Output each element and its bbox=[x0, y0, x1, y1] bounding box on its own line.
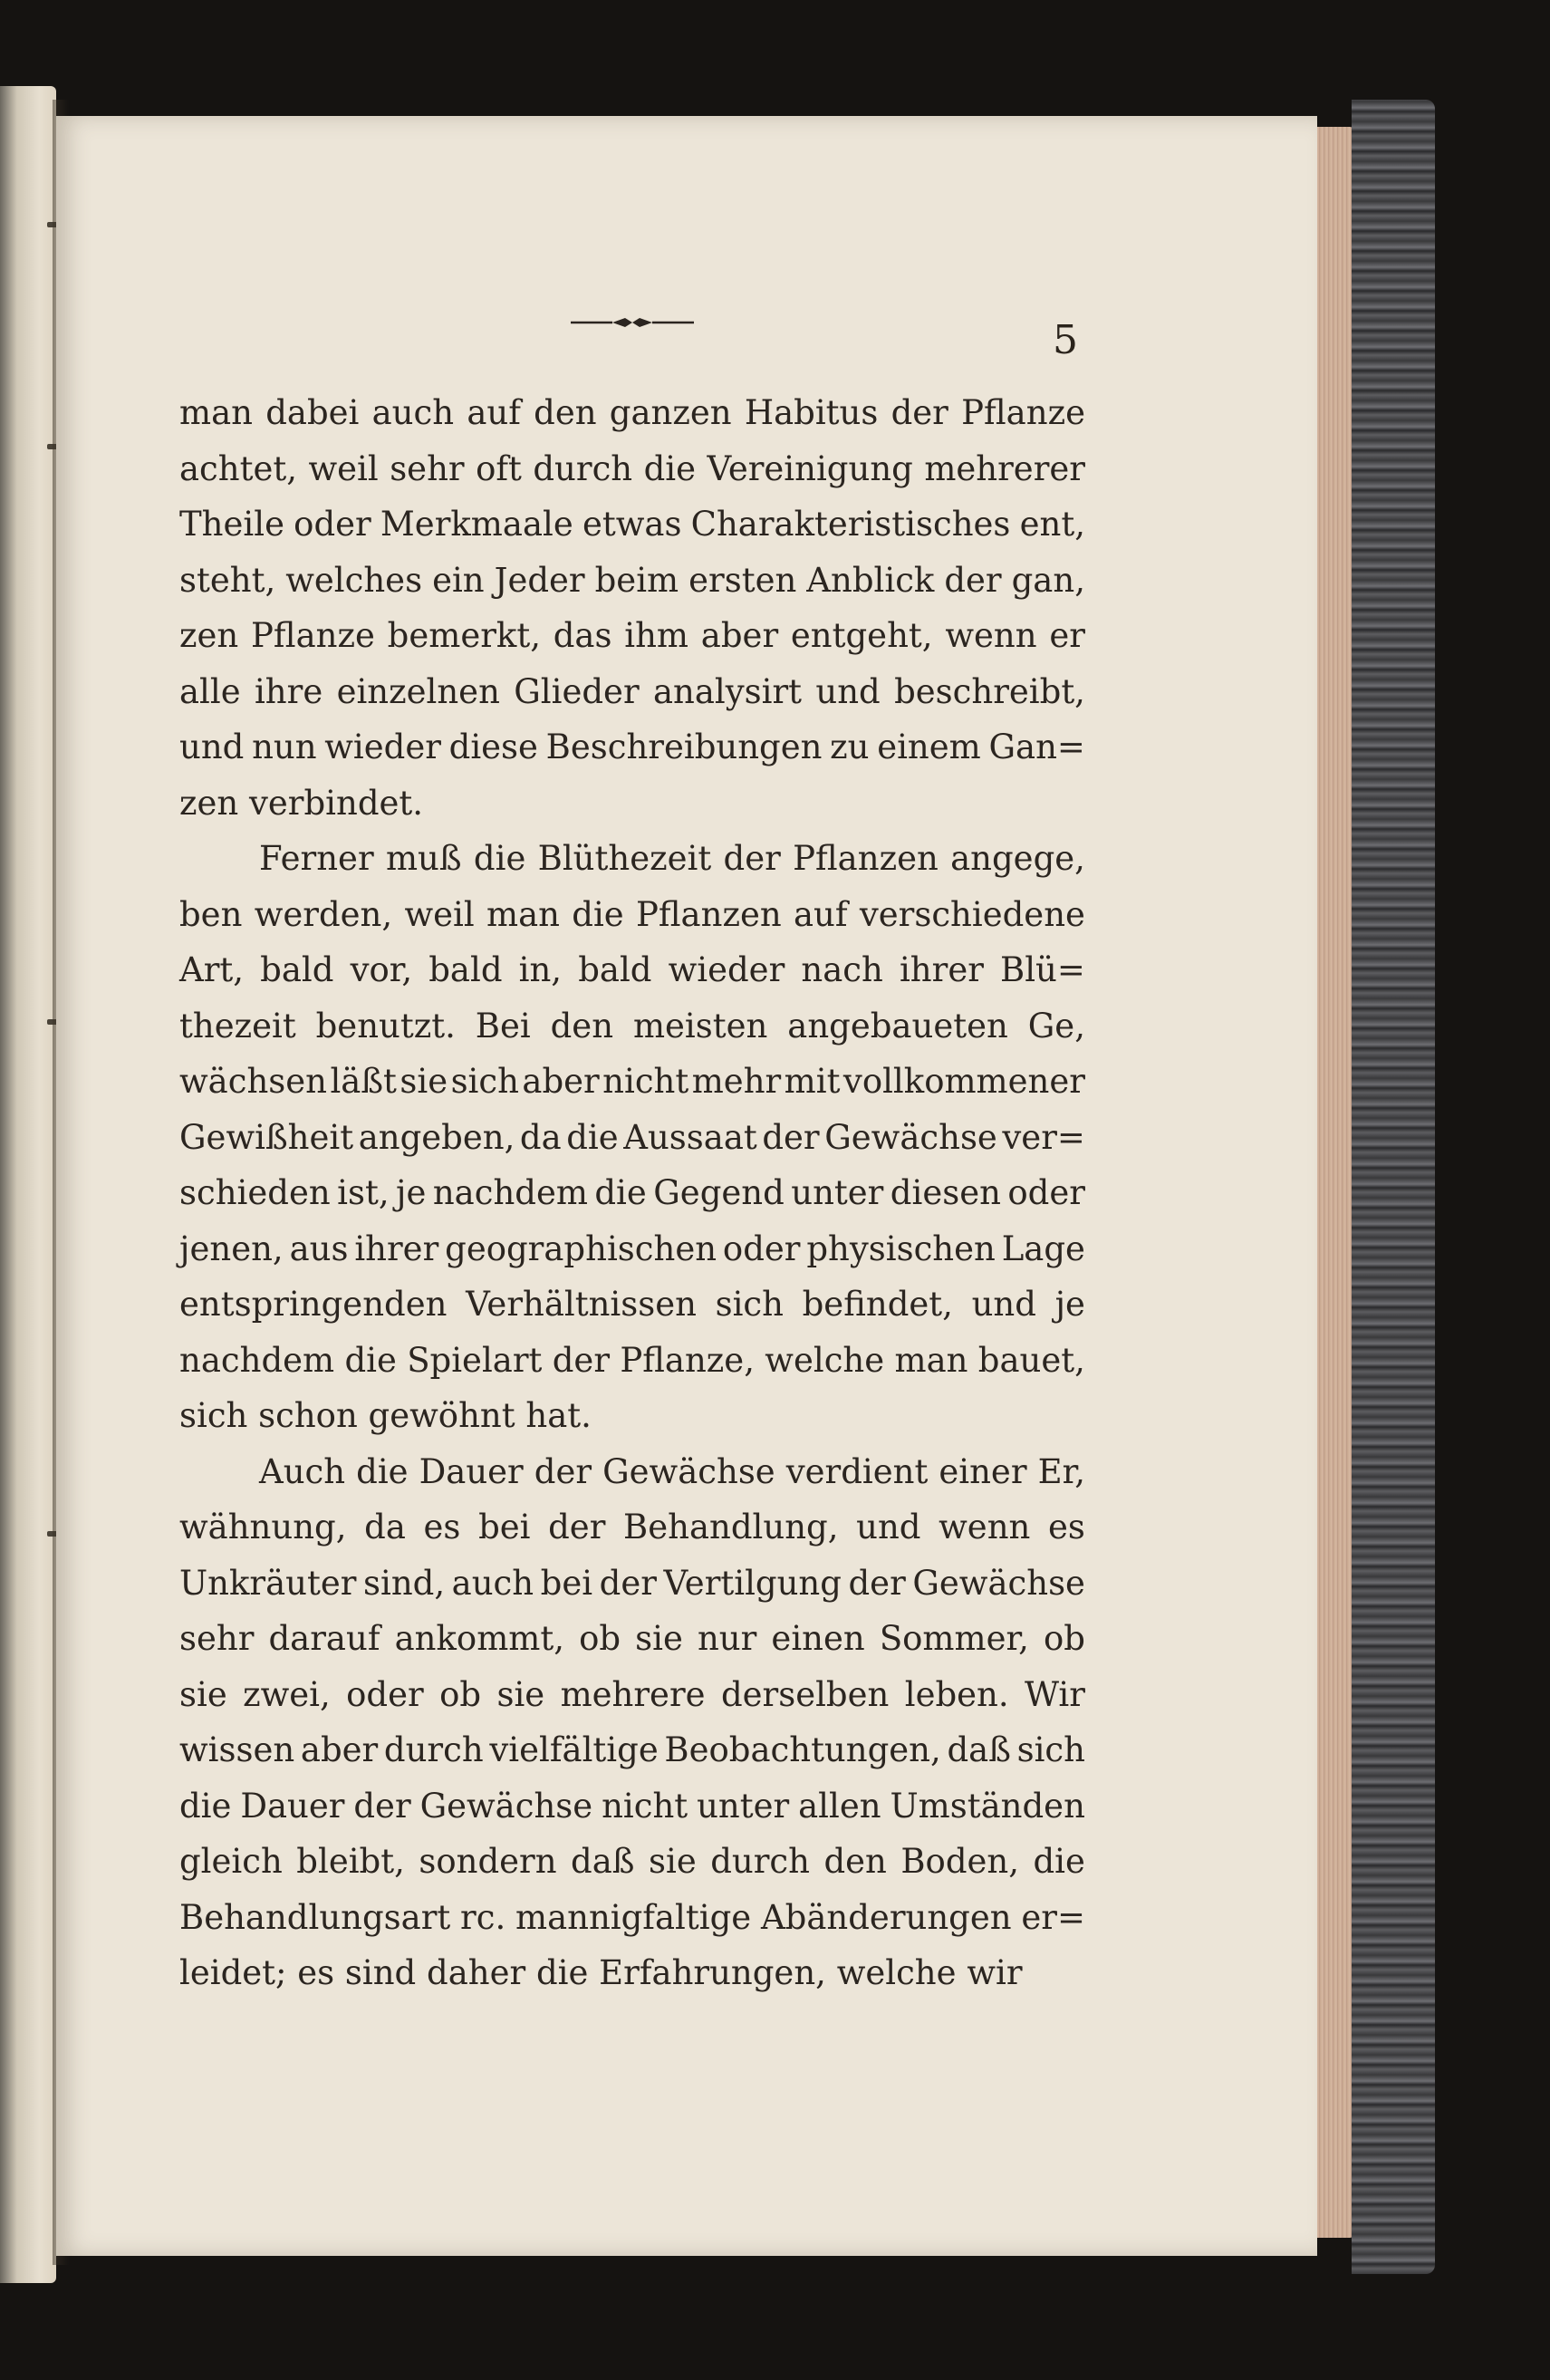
text-line: sie zwei, oder ob sie mehrere derselben leben. Wir bbox=[179, 1674, 1085, 1714]
text-line: schieden ist, je nachdem die Gegend unter diesen oder bbox=[179, 1173, 1085, 1212]
text-line: zen Pflanze bemerkt, das ihm aber entgeht, wenn er bbox=[179, 616, 1085, 655]
text-line: steht, welches ein Jeder beim ersten Anblick der gan, bbox=[179, 560, 1085, 600]
text-line: und nun wieder diese Beschreibungen zu einem Gan= bbox=[179, 727, 1085, 766]
rule-ornament-icon bbox=[569, 313, 696, 332]
page-number: 5 bbox=[1053, 317, 1078, 363]
text-line: Ferner muß die Blüthezeit der Pflanzen angege, bbox=[259, 839, 1085, 878]
left-page-edge bbox=[0, 86, 56, 2283]
text-line: entspringenden Verhältnissen sich befindet, und je bbox=[179, 1285, 1085, 1324]
text-line: nachdem die Spielart der Pflanze, welche man bauet, bbox=[179, 1340, 1085, 1380]
text-line: man dabei auch auf den ganzen Habitus der Pflanze bbox=[179, 393, 1085, 432]
text-line: Gewißheit angeben, da die Aussaat der Gewächse ver= bbox=[179, 1117, 1085, 1157]
text-line: Behandlungsart rc. mannigfaltige Abänderungen er= bbox=[179, 1897, 1085, 1937]
text-line: Unkräuter sind, auch bei der Vertilgung der Gewächse bbox=[179, 1563, 1085, 1603]
text-line: ben werden, weil man die Pflanzen auf verschiedene bbox=[179, 894, 1085, 934]
text-line: leidet; es sind daher die Erfahrungen, welche wir bbox=[179, 1953, 1023, 1992]
text-line: die Dauer der Gewächse nicht unter allen Umständen bbox=[179, 1786, 1085, 1826]
text-line: jenen, aus ihrer geographischen oder physischen Lage bbox=[179, 1229, 1085, 1268]
text-line: Art, bald vor, bald in, bald wieder nach ihrer Blü= bbox=[179, 950, 1085, 989]
paragraph bbox=[179, 1444, 1085, 2001]
text-line: alle ihre einzelnen Glieder analysirt und beschreibt, bbox=[179, 671, 1085, 711]
text-line: wissen aber durch vielfältige Beobachtungen, daß sich bbox=[179, 1730, 1085, 1769]
text-line: achtet, weil sehr oft durch die Vereinigung mehrerer bbox=[179, 448, 1085, 488]
text-line: wähnung, da es bei der Behandlung, und wenn es bbox=[179, 1508, 1085, 1547]
paragraph bbox=[179, 831, 1085, 1444]
page-edges bbox=[1315, 127, 1353, 2238]
paragraph bbox=[179, 385, 1085, 831]
text-line: gleich bleibt, sondern daß sie durch den Boden, die bbox=[179, 1842, 1085, 1881]
text-line: Auch die Dauer der Gewächse verdient einer Er, bbox=[259, 1451, 1085, 1491]
body-text bbox=[179, 385, 1085, 2001]
text-line: sich schon gewöhnt hat. bbox=[179, 1396, 592, 1435]
text-line: wächsen läßt sie sich aber nicht mehr mit vollkommener bbox=[179, 1062, 1085, 1101]
text-line: sehr darauf ankommt, ob sie nur einen Sommer, ob bbox=[179, 1619, 1085, 1658]
text-line: Theile oder Merkmaale etwas Charakteristisches ent, bbox=[179, 505, 1085, 544]
book-cover bbox=[1352, 100, 1435, 2274]
text-line: thezeit benutzt. Bei den meisten angebaueten Ge, bbox=[179, 1006, 1085, 1045]
text-line: zen verbindet. bbox=[179, 783, 424, 823]
